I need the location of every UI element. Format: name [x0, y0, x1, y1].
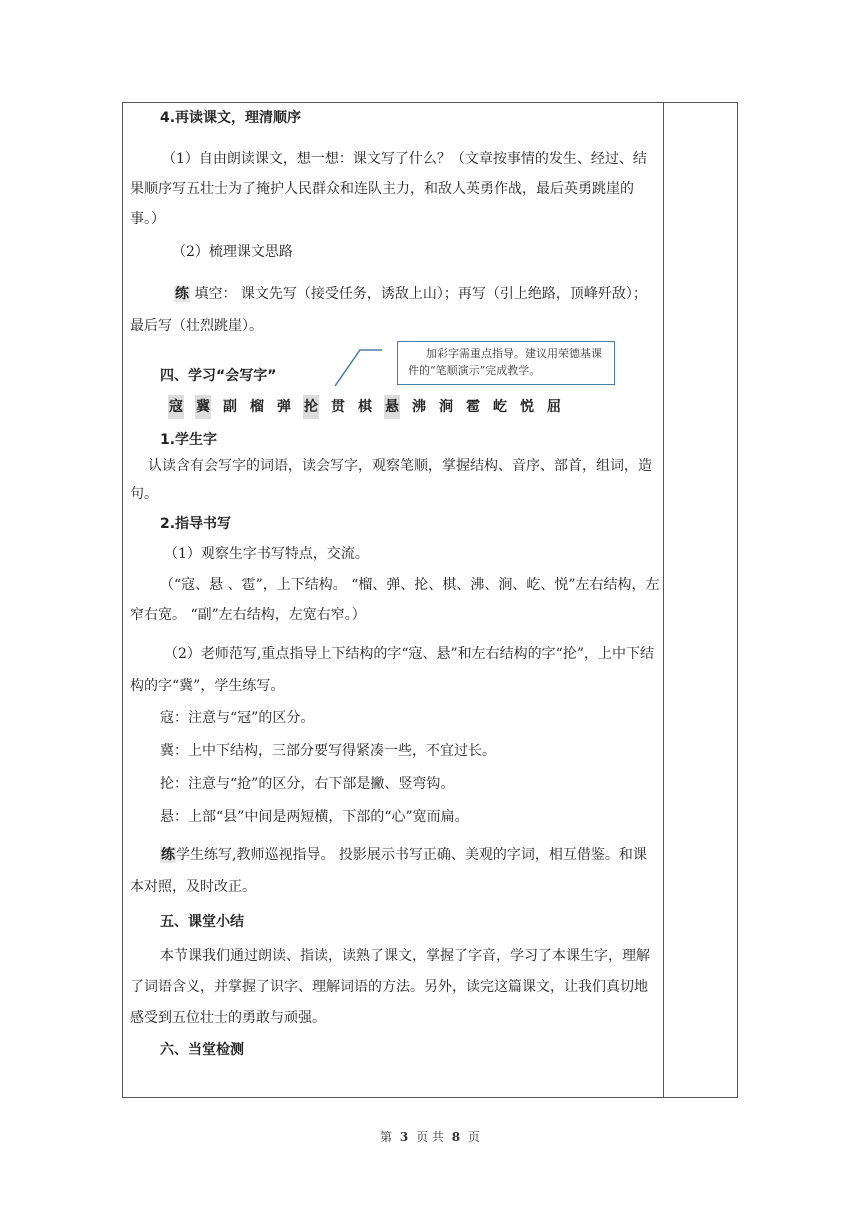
sub-2-paragraph-5: 冀：上中下结构，三部分要写得紧凑一些，不宜过长。 — [160, 743, 496, 759]
total-pages-number: 8 — [451, 1130, 461, 1144]
sub-2-paragraph-7: 悬：上部“县”中间是两短横，下部的“心”宽而扁。 — [160, 809, 469, 825]
writing-character: 贯 — [331, 399, 345, 415]
writing-character: 抡 — [303, 395, 319, 419]
sub-2-paragraph-2: （“寇、悬 、雹”，上下结构。 “榴、弹、抡、棋、沸、涧、屹、悦”左右结构，左窄右宽。 “副”左右结构，左宽右窄。） — [130, 577, 660, 623]
sub-2-practice-text: 学生练写,教师巡视指导。 投影展示书写正确、美观的字词，相互借鉴。和课本对照，及时改正。 — [130, 847, 647, 895]
section-5-title: 五、课堂小结 — [160, 914, 244, 930]
writing-character: 雹 — [466, 399, 480, 415]
s4-paragraph-2: （2）梳理课文思路 — [172, 244, 293, 260]
footer-prefix: 第 — [380, 1130, 393, 1144]
sub-1-paragraph: 认读含有会写字的词语，读会写字，观察笔顺，掌握结构、音序、部首，组词，造句。 — [130, 458, 652, 502]
sub-1-title: 1.学生字 — [160, 432, 218, 448]
footer-middle: 页 共 — [416, 1130, 444, 1144]
practice-mark-2: 练 — [161, 847, 175, 863]
writing-character: 副 — [223, 399, 237, 415]
s4-fill-blank-text: 填空： 课文先写（接受任务，诱敌上山）；再写（引上绝路，顶峰歼敌）；最后写（壮烈跳崖）。 — [130, 286, 647, 334]
writing-character: 棋 — [358, 399, 372, 415]
teaching-note-box: 加彩字需重点指导。建议用荣德基课件的“笔顺演示”完成教学。 — [397, 341, 615, 385]
practice-mark: 练 — [175, 286, 189, 302]
section-4-title: 4.再读课文，理清顺序 — [160, 110, 302, 126]
writing-character: 悬 — [384, 395, 400, 419]
current-page-number: 3 — [399, 1130, 409, 1144]
s4-paragraph-1: （1）自由朗读课文，想一想：课文写了什么？（文章按事情的发生、经过、结果顺序写五壮士为了掩护人民群众和连队主力，和敌人英勇作战，最后英勇跳崖的事。） — [130, 151, 647, 227]
writing-character: 寇 — [168, 395, 184, 419]
page-footer — [0, 1128, 860, 1145]
writing-characters-row — [168, 395, 573, 419]
writing-character: 冀 — [195, 395, 211, 419]
section-4-heading: 四、学习“会写字” — [160, 368, 277, 384]
sub-2-paragraph-3: （2）老师范写,重点指导上下结构的字“寇、悬”和左右结构的字“抡”，上中下结构的字“冀”，学生练写。 — [130, 646, 654, 694]
writing-character: 榴 — [250, 399, 264, 415]
writing-character: 弹 — [277, 399, 291, 415]
sub-2-title: 2.指导书写 — [160, 516, 232, 532]
section-5-paragraph: 本节课我们通过朗读、指读，读熟了课文，掌握了字音，学习了本课生字，理解了词语含义，并掌握了识字、理解词语的方法。另外，读完这篇课文，让我们真切地感受到五位壮士的勇敢与顽强。 — [130, 948, 650, 1026]
writing-character: 沸 — [412, 399, 426, 415]
writing-character: 涧 — [439, 399, 453, 415]
writing-character: 屹 — [493, 399, 507, 415]
sub-2-paragraph-6: 抡：注意与“抢”的区分，右下部是撇、竖弯钩。 — [160, 776, 455, 792]
writing-character: 屈 — [547, 399, 561, 415]
section-6-title: 六、当堂检测 — [160, 1042, 244, 1058]
sub-2-paragraph-1: （1）观察生字书写特点，交流。 — [164, 546, 369, 562]
sub-2-paragraph-4: 寇：注意与“冠”的区分。 — [160, 710, 315, 726]
footer-suffix: 页 — [467, 1130, 480, 1144]
writing-character: 悦 — [520, 399, 534, 415]
